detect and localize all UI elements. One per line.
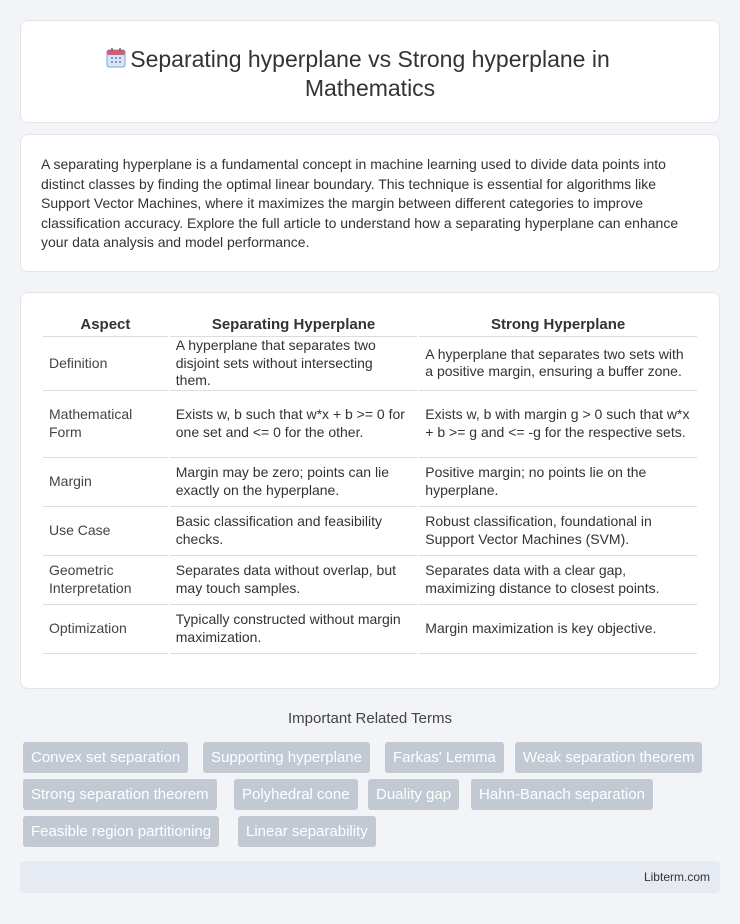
row-strong: Exists w, b with margin g > 0 such that w*x + b >= g and <= -g for the respective sets. (419, 391, 697, 458)
related-term-tag[interactable]: Duality gap (368, 779, 459, 810)
table-row (43, 337, 697, 391)
related-term-tag[interactable]: Linear separability (238, 816, 376, 847)
site-link[interactable]: Libterm.com (643, 870, 710, 884)
page-title: Separating hyperplane vs Strong hyperplane in Mathematics (130, 46, 610, 101)
row-separating: A hyperplane that separates two disjoint sets without intersecting them. (170, 337, 418, 391)
header-aspect: Aspect (43, 315, 168, 337)
related-term-tag[interactable]: Supporting hyperplane (203, 742, 370, 773)
row-aspect: Geometric Interpretation (43, 556, 168, 605)
related-term-tag[interactable]: Feasible region partitioning (23, 816, 219, 847)
table-row (43, 556, 697, 605)
row-strong: Margin maximization is key objective. (419, 605, 697, 654)
intro-paragraph: A separating hyperplane is a fundamental concept in machine learning used to divide data points into distinct classes by finding the optimal linear boundary. This technique is essential for algorithms like Support Vector Machines, where it maximizes the margin between different categories to improve classification accuracy. Explore the full article to understand how a separating hyperplane can enhance your data analysis and model performance. (41, 156, 679, 251)
intro-card (20, 134, 720, 272)
row-separating: Separates data without overlap, but may touch samples. (170, 556, 418, 605)
row-aspect: Use Case (43, 507, 168, 556)
row-separating: Exists w, b such that w*x + b >= 0 for one set and <= 0 for the other. (170, 391, 418, 458)
table-row (43, 605, 697, 654)
row-aspect: Margin (43, 458, 168, 507)
related-terms-heading: Important Related Terms (288, 710, 452, 727)
footer (20, 861, 720, 893)
related-term-tag[interactable]: Strong separation theorem (23, 779, 217, 810)
related-term-tag[interactable]: Convex set separation (23, 742, 188, 773)
row-separating: Margin may be zero; points can lie exactly on the hyperplane. (170, 458, 418, 507)
related-term-tag[interactable]: Farkas' Lemma (385, 742, 504, 773)
table-row (43, 507, 697, 556)
related-term-tag[interactable]: Polyhedral cone (234, 779, 358, 810)
row-strong: Positive margin; no points lie on the hyperplane. (419, 458, 697, 507)
table-row (43, 458, 697, 507)
related-term-tag[interactable]: Weak separation theorem (515, 742, 702, 773)
row-strong: Separates data with a clear gap, maximizing distance to closest points. (419, 556, 697, 605)
row-aspect: Definition (43, 337, 168, 391)
row-aspect: Optimization (43, 605, 168, 654)
comparison-table-card (20, 292, 720, 689)
row-strong: Robust classification, foundational in Support Vector Machines (SVM). (419, 507, 697, 556)
header-separating: Separating Hyperplane (170, 315, 418, 337)
header-card (20, 20, 720, 123)
row-separating: Basic classification and feasibility checks. (170, 507, 418, 556)
row-separating: Typically constructed without margin maximization. (170, 605, 418, 654)
comparison-table (41, 315, 699, 654)
row-aspect: Mathematical Form (43, 391, 168, 458)
row-strong: A hyperplane that separates two sets with a positive margin, ensuring a buffer zone. (419, 337, 697, 391)
table-row (43, 391, 697, 458)
related-term-tag[interactable]: Hahn-Banach separation (471, 779, 653, 810)
header-strong: Strong Hyperplane (419, 315, 697, 337)
